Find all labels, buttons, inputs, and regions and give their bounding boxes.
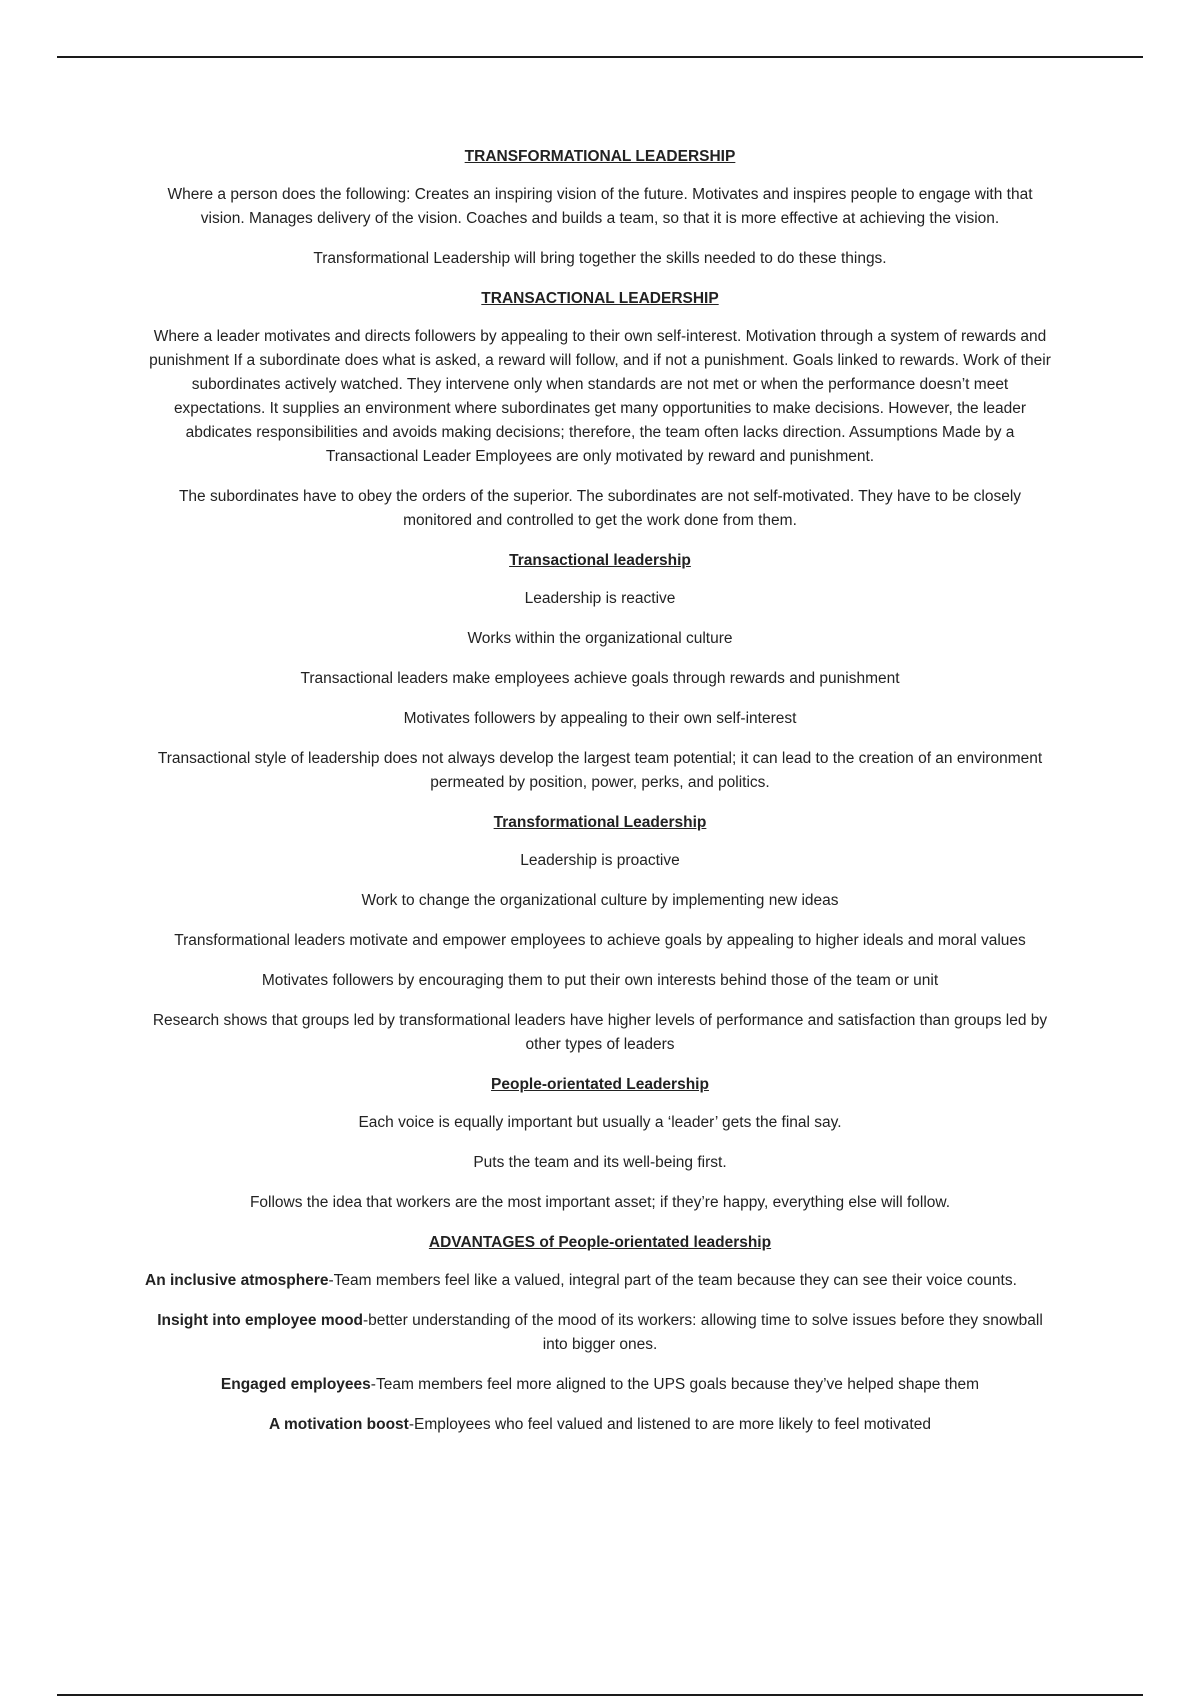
paragraph: Transformational leaders motivate and empower employees to achieve goals by appealing to higher ideals and moral values	[174, 932, 1026, 949]
section-heading-transformational-caps: TRANSFORMATIONAL LEADERSHIP	[464, 148, 736, 165]
advantage-item	[145, 1413, 1055, 1437]
section-heading-transactional-leadership: Transactional leadership	[509, 552, 691, 569]
advantage-text: -Team members feel more aligned to the UPS goals because they’ve helped shape them	[370, 1376, 980, 1393]
advantage-item	[145, 1309, 1055, 1357]
section-heading-advantages: ADVANTAGES of People-orientated leadership	[428, 1234, 772, 1251]
paragraph: Leadership is proactive	[520, 852, 680, 869]
paragraph: Works within the organizational culture	[467, 630, 733, 647]
section-heading-transactional-caps: TRANSACTIONAL LEADERSHIP	[481, 290, 719, 307]
advantage-text: -Team members feel like a valued, integral part of the team because they can see their voice counts.	[328, 1272, 1017, 1289]
advantage-item	[145, 1269, 1055, 1293]
paragraph: Puts the team and its well-being first.	[473, 1154, 727, 1171]
paragraph: Work to change the organizational culture by implementing new ideas	[361, 892, 839, 909]
advantage-term: A motivation boost	[269, 1416, 409, 1433]
section-heading-people-orientated: People-orientated Leadership	[491, 1076, 709, 1093]
paragraph: Where a leader motivates and directs followers by appealing to their own self-interest. Motivation through a system of rewards and punishment If a subordinate does what is asked, a reward will follow, and if not a punishment. Goals linked to rewards. Work of their subordinates actively watched. They intervene only when standards are not met or when the performance doesn’t meet expectations. It supplies an environment where subordinates get many opportunities to make decisions. However, the leader abdicates responsibilities and avoids making decisions; therefore, the team often lacks direction. Assumptions Made by a Transactional Leader Employees are only motivated by reward and punishment.	[149, 328, 1051, 465]
advantage-term: Engaged employees	[220, 1376, 371, 1393]
advantage-item	[145, 1373, 1055, 1397]
paragraph: Transactional style of leadership does not always develop the largest team potential; it can lead to the creation of an environment permeated by position, power, perks, and politics.	[157, 750, 1043, 791]
paragraph: Transformational Leadership will bring together the skills needed to do these things.	[313, 250, 887, 267]
paragraph: Where a person does the following: Creates an inspiring vision of the future. Motivates and inspires people to engage with that vision. Manages delivery of the vision. Coaches and builds a team, so that it is more effective at achieving the vision.	[167, 186, 1033, 227]
paragraph: Research shows that groups led by transformational leaders have higher levels of performance and satisfaction than groups led by other types of leaders	[152, 1012, 1048, 1053]
paragraph: Transactional leaders make employees achieve goals through rewards and punishment	[300, 670, 900, 687]
paragraph: Leadership is reactive	[524, 590, 676, 607]
paragraph: Motivates followers by encouraging them to put their own interests behind those of the team or unit	[261, 972, 939, 989]
advantage-term: Insight into employee mood	[157, 1312, 364, 1329]
paragraph: Each voice is equally important but usually a ‘leader’ gets the final say.	[358, 1114, 842, 1131]
advantage-text: -better understanding of the mood of its workers: allowing time to solve issues before they snowball into bigger ones.	[363, 1312, 1043, 1353]
paragraph: The subordinates have to obey the orders of the superior. The subordinates are not self-motivated. They have to be closely monitored and controlled to get the work done from them.	[178, 488, 1022, 529]
document-body	[145, 145, 1055, 1453]
paragraph: Follows the idea that workers are the most important asset; if they’re happy, everything else will follow.	[249, 1194, 951, 1211]
paragraph: Motivates followers by appealing to their own self-interest	[403, 710, 797, 727]
footer-rule	[57, 1694, 1143, 1696]
advantage-term: An inclusive atmosphere	[145, 1272, 329, 1289]
section-heading-transformational-leadership: Transformational Leadership	[493, 814, 707, 831]
header-rule	[57, 56, 1143, 58]
advantage-text: -Employees who feel valued and listened to are more likely to feel motivated	[408, 1416, 931, 1433]
